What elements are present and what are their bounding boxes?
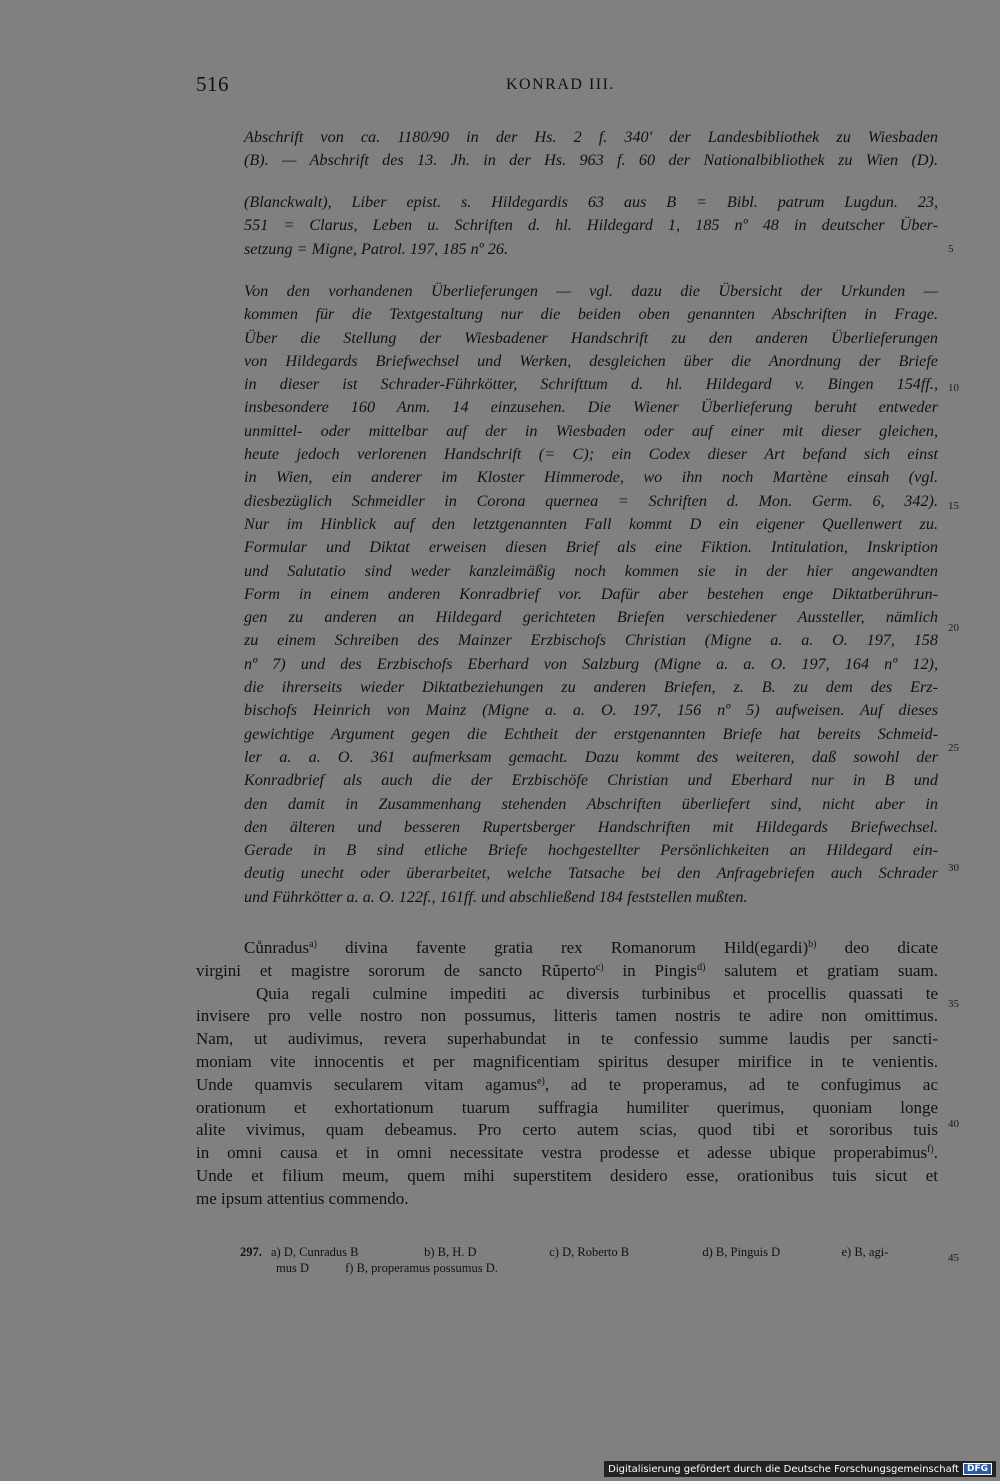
line-number: 35 [948, 998, 959, 1010]
text-line: 551 = Clarus, Leben u. Schriften d. hl. Hildegard 1, 185 nº 48 in deutscher Über- [244, 216, 938, 235]
line-number: 15 [948, 500, 959, 512]
footnotes [240, 1244, 940, 1276]
text-line: ler a. a. O. 361 aufmerksam gemacht. Dazu kommt des weiteren, daß sowohl der [244, 747, 938, 766]
text-line: Form in einem anderen Konradbrief vor. Dafür aber bestehen enge Diktatberührun- [244, 584, 938, 603]
letter-text-segment: divina favente gratia rex Romanorum Hild(egardi) [316, 938, 809, 957]
footnote-label: 297. [240, 1245, 262, 1259]
letter-text-segment: alite vivimus, quam debeamus. Pro certo autem scias, quod tibi et sororibus tuis [196, 1120, 938, 1140]
text-line: gen zu anderen an Hildegard gerichteten Briefen verschiedener Aussteller, nämlich [244, 608, 938, 627]
letter-line [196, 1005, 938, 1028]
text-line: in Wien, ein anderer im Kloster Himmerode, wo ihn noch Martène einsah (vgl. [244, 468, 938, 487]
text-line: bischofs Heinrich von Mainz (Migne a. a. O. 197, 156 nº 5) aufweisen. Auf dieses [244, 701, 938, 720]
manuscript-sources [244, 126, 938, 173]
running-title: KONRAD III. [506, 76, 615, 93]
dfg-logo: DFG [963, 1463, 992, 1475]
letter-text-segment: Cůnradus [244, 938, 310, 957]
line-number: 10 [948, 382, 959, 394]
text-line: Abschrift von ca. 1180/90 in der Hs. 2 f. 340' der Landesbibliothek zu Wiesbaden [244, 128, 938, 146]
letter-text-segment: Quia regali culmine impediti ac diversis turbinibus et procellis quassati te [256, 983, 938, 1003]
footnote-line [240, 1260, 940, 1276]
text-line: Von den vorhandenen Überlieferungen — vgl. dazu die Übersicht der Urkunden — [244, 282, 938, 300]
letter-text-segment: in Pingis [603, 960, 698, 980]
text-line: zu einem Schreiben des Mainzer Erzbischofs Christian (Migne a. a. O. 197, 158 [244, 631, 938, 650]
letter-text-segment: deo dicate [816, 938, 938, 957]
letter-text-segment: me ipsum attentius commendo. [196, 1188, 409, 1208]
letter-text-segment: salutem et gratiam suam. [705, 960, 939, 980]
letter-line [196, 1142, 938, 1165]
text-line: Formular und Diktat erweisen diesen Brief als eine Fiktion. Intitulation, Inskription [244, 538, 938, 557]
text-line: Gerade in B sind etliche Briefe hochgestellter Persönlichkeiten an Hildegard ein- [244, 841, 938, 860]
text-line: heute jedoch verlorenen Handschrift (= C); ein Codex dieser Art befand sich einst [244, 445, 938, 464]
text-line: Konradbrief als auch die der Erzbischöfe Christian und Eberhard nur in B und [244, 771, 938, 790]
footnote-line [240, 1244, 940, 1260]
printed-editions [244, 191, 938, 261]
letter-text-segment: Unde et filium meum, quem mihi superstitem desidero esse, orationibus tuis sicut et [196, 1165, 938, 1185]
footnote-a: a) D, Cunradus B [271, 1245, 359, 1259]
editorial-commentary [244, 280, 938, 909]
text-line: und Führkötter a. a. O. 122f., 161ff. und abschließend 184 feststellen mußten. [244, 887, 748, 906]
footnote-e: e) B, agi- [841, 1245, 889, 1259]
footnote-marker: d) [697, 961, 706, 973]
credit-text: Digitalisierung gefördert durch die Deutsche Forschungsgemeinschaft [608, 1463, 959, 1475]
footnote-b: b) B, H. D [424, 1245, 477, 1259]
page-header [196, 72, 936, 106]
line-number: 20 [948, 622, 959, 634]
letter-line [196, 960, 938, 983]
letter-text-segment: virgini et magistre sororum de sancto Rŭperto [196, 960, 596, 980]
letter-line [196, 1028, 938, 1051]
footnote-e-cont: mus D [276, 1261, 309, 1275]
text-line: von Hildegards Briefwechsel und Werken, desgleichen über die Anordnung der Briefe [244, 351, 938, 370]
text-line: gewichtige Argument gegen die Echtheit der erstgenannten Briefe hat bereits Schmeid- [244, 724, 938, 743]
line-number: 25 [948, 742, 959, 754]
letter-text-segment: , ad te properamus, ad te confugimus ac [544, 1074, 938, 1094]
text-line: (B). — Abschrift des 13. Jh. in der Hs. 963 f. 60 der Nationalbibliothek zu Wien (D). [244, 151, 938, 170]
footnote-marker: f) [927, 1144, 934, 1156]
letter-text-segment: orationum et exhortationum tuarum suffragia humiliter querimus, quoniam longe [196, 1097, 938, 1117]
letter-text-segment: moniam vite innocentis et per magnificentiam spiritus desuper mirifice in te venientis. [196, 1051, 938, 1071]
letter-text-segment: Nam, ut audivimus, revera superhabundat in te confessio summe laudis per sancti- [196, 1029, 938, 1049]
footnote-c: c) D, Roberto B [549, 1245, 630, 1259]
text-line: die ihrerseits wieder Diktatbeziehungen zu anderen Briefen, z. B. zu dem des Erz- [244, 678, 938, 697]
text-line: kommen für die Textgestaltung nur die beiden oben genannten Abschriften in Frage. [244, 305, 938, 324]
line-number: 30 [948, 862, 959, 874]
footnote-marker: b) [808, 939, 817, 950]
letter-text-segment: . [933, 1143, 938, 1163]
text-line: deutig unecht oder überarbeitet, welche Tatsache bei den Anfragebriefen auch Schrader [244, 864, 938, 883]
text-line: setzung = Migne, Patrol. 197, 185 nº 26. [244, 239, 508, 258]
letter-line [196, 937, 938, 960]
line-numbers [948, 0, 978, 1481]
footnote-d: d) B, Pinguis D [702, 1245, 781, 1259]
text-line: unmittel- oder mittelbar auf der in Wiesbaden oder auf einer mit dieser gleichen, [244, 421, 938, 440]
footnote-marker: a) [309, 939, 317, 950]
funding-credit [604, 1461, 996, 1477]
text-line: in dieser ist Schrader-Führkötter, Schrifttum d. hl. Hildegard v. Bingen 154ff., [244, 375, 938, 394]
letter-line [196, 1188, 938, 1211]
text-line: und Salutatio sind weder kanzleimäßig noch kommen sie in der hier angewandten [244, 561, 938, 580]
letter-line [196, 983, 938, 1006]
footnote-f: f) B, properamus possumus D. [345, 1261, 498, 1275]
text-line: insbesondere 160 Anm. 14 einzusehen. Die Wiener Überlieferung beruht entweder [244, 398, 938, 417]
letter-line [196, 1097, 938, 1120]
footnote-marker: e) [537, 1075, 545, 1087]
footnote-marker: c) [595, 961, 604, 973]
letter-text-segment: in omni causa et in omni necessitate vestra prodesse et adesse ubique properabimus [196, 1143, 928, 1163]
text-line: diesbezüglich Schmeidler in Corona quernea = Schriften d. Mon. Germ. 6, 342). [244, 491, 938, 510]
letter-line [196, 1074, 938, 1097]
text-line: Nur im Hinblick auf den letztgenannten Fall kommt D ein eigener Quellenwert zu. [244, 514, 938, 533]
text-line: Über die Stellung der Wiesbadener Handschrift zu den anderen Überlieferungen [244, 328, 938, 347]
text-line: den älteren und besseren Rupertsberger Handschriften mit Hildegards Briefwechsel. [244, 817, 938, 836]
letter-line [196, 1119, 938, 1142]
letter-text [196, 937, 938, 1211]
letter-line [196, 1051, 938, 1074]
text-line: nº 7) und des Erzbischofs Eberhard von Salzburg (Migne a. a. O. 197, 164 nº 12), [244, 654, 938, 673]
line-number: 40 [948, 1118, 959, 1130]
page-number: 516 [196, 72, 229, 96]
letter-text-segment: invisere pro velle nostro non possumus, litteris tamen nostris te adire non omittimus. [196, 1006, 938, 1026]
text-line: den damit in Zusammenhang stehenden Abschriften überliefert sind, nicht aber in [244, 794, 938, 813]
line-number: 5 [948, 243, 954, 255]
letter-text-segment: Unde quamvis secularem vitam agamus [196, 1074, 538, 1094]
text-line: (Blanckwalt), Liber epist. s. Hildegardis 63 aus B = Bibl. patrum Lugdun. 23, [244, 193, 938, 211]
letter-line [196, 1165, 938, 1188]
line-number: 45 [948, 1252, 959, 1264]
